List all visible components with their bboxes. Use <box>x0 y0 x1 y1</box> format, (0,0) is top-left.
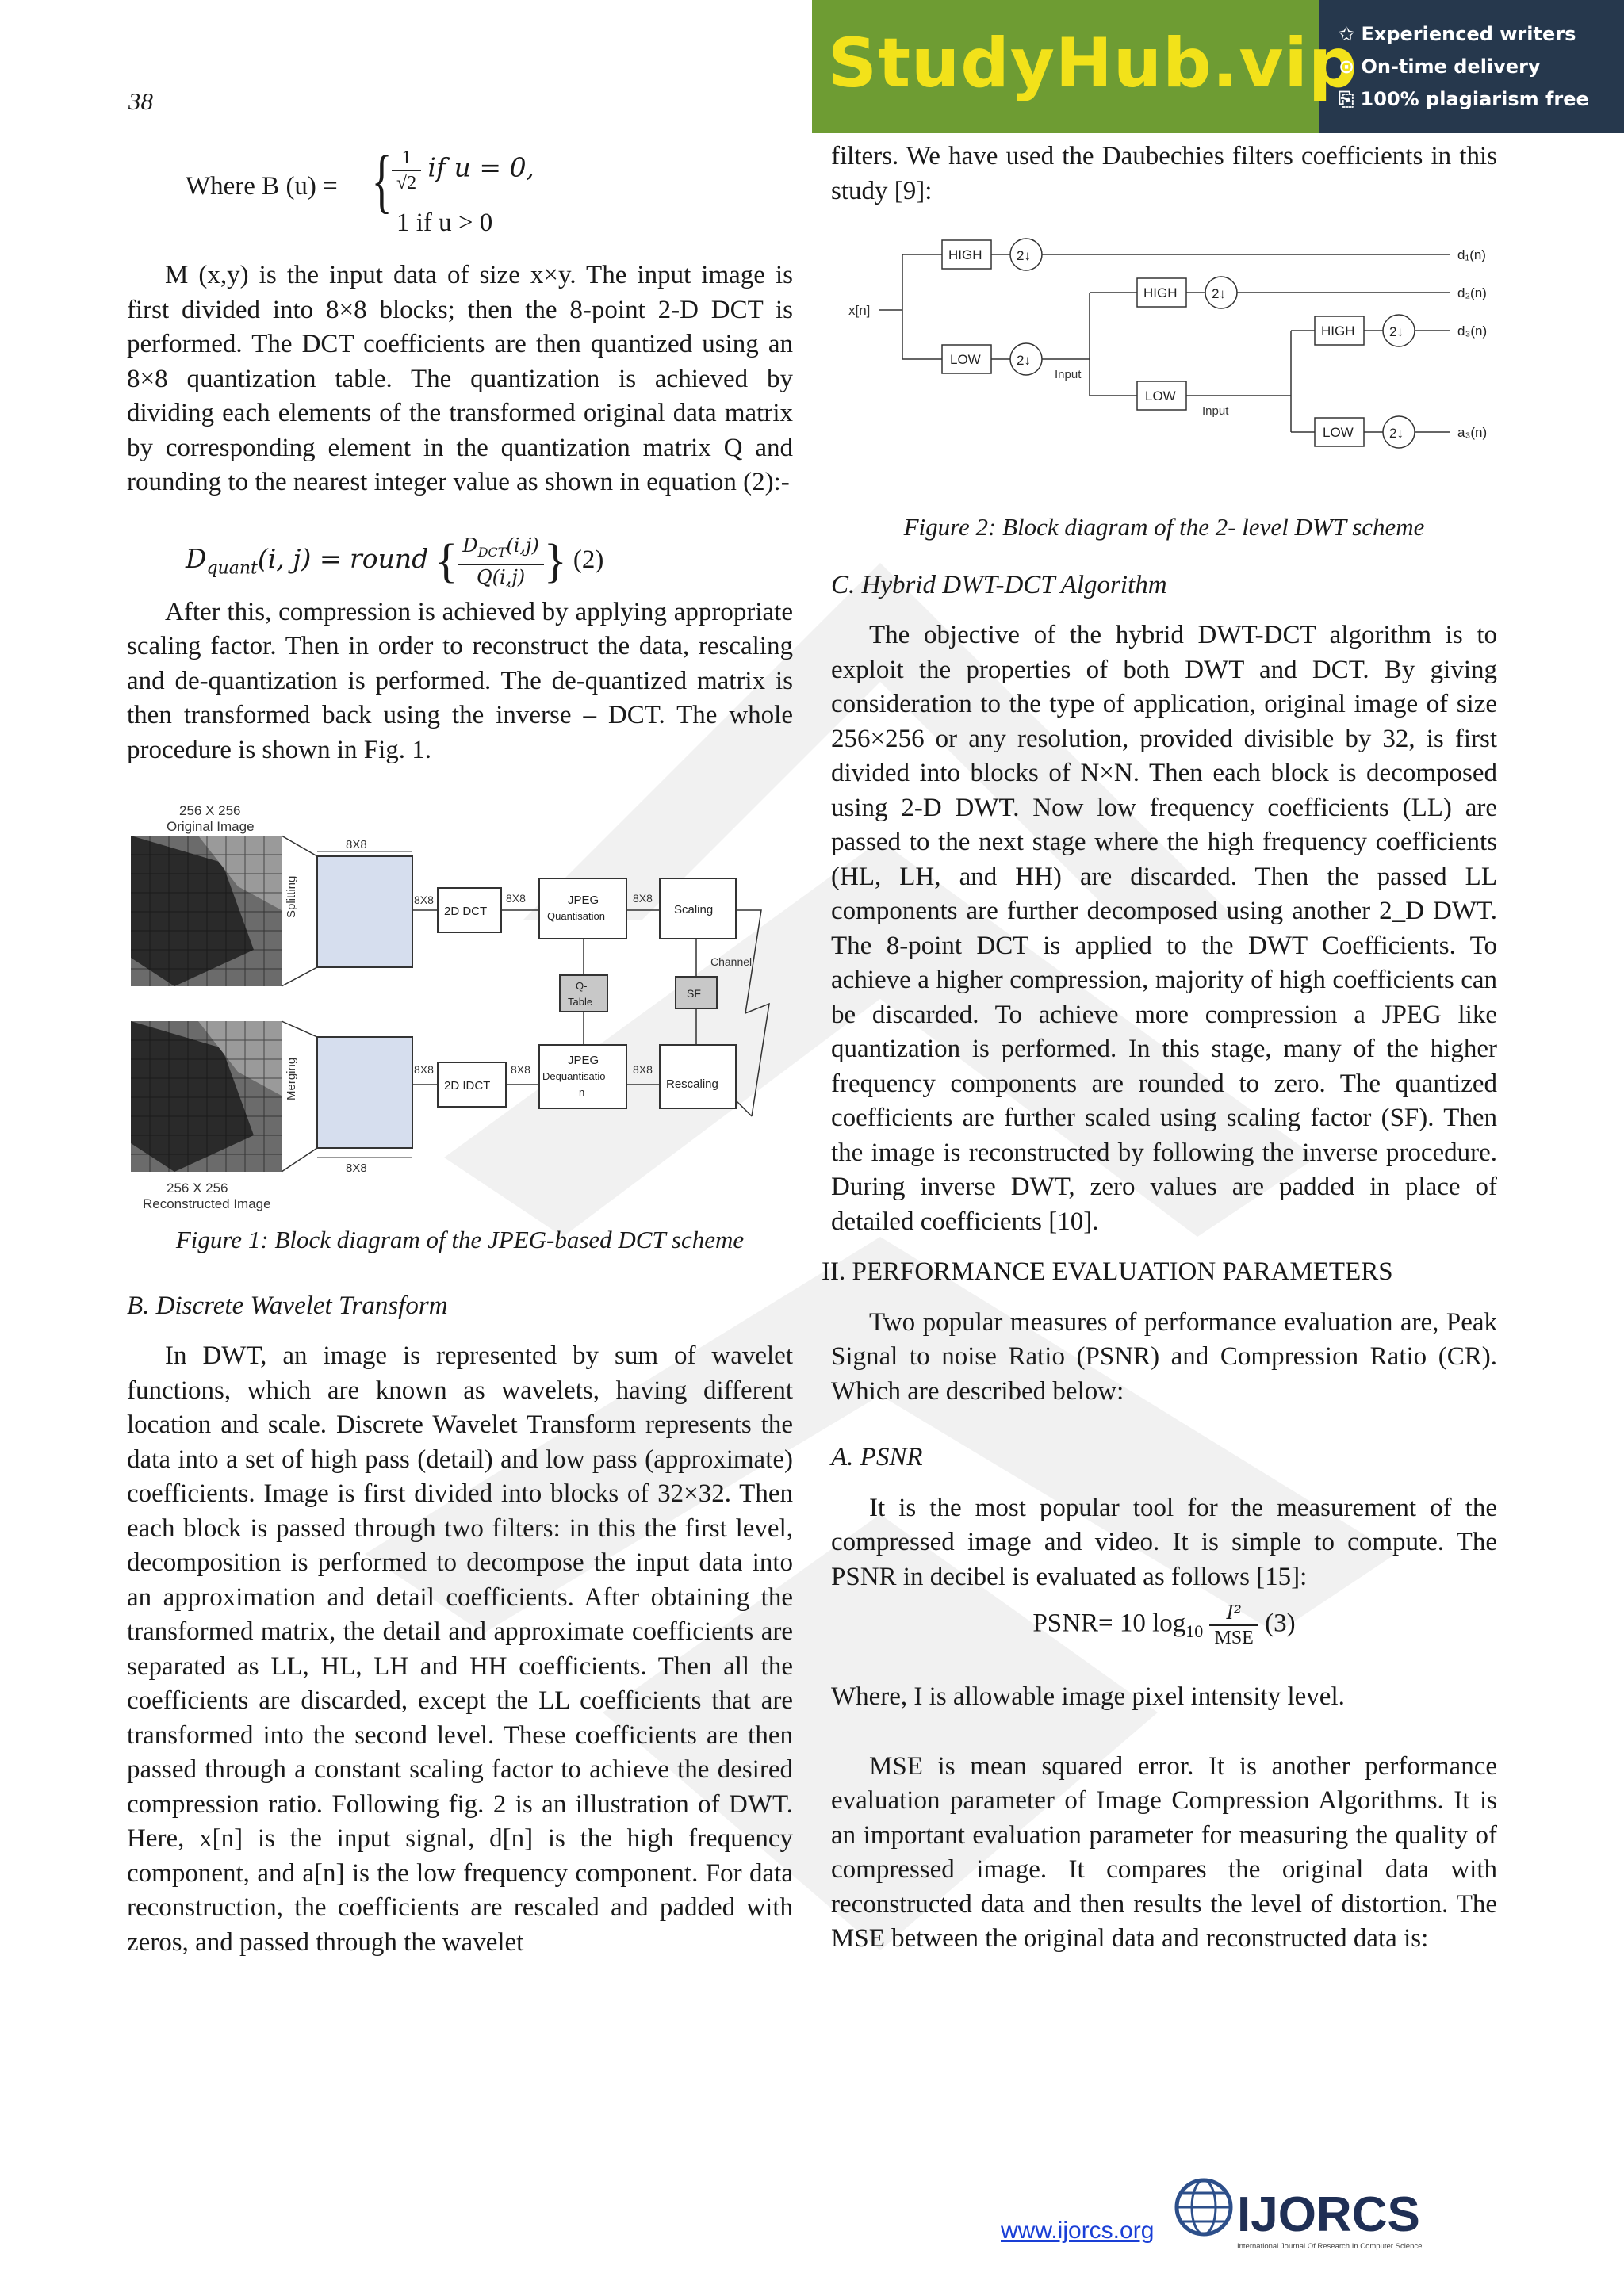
svg-text:JPEG: JPEG <box>568 894 599 907</box>
feature-experienced-writers: ✩ Experienced writers <box>1339 23 1576 45</box>
figure-1-caption: Figure 1: Block diagram of the JPEG-based DCT scheme <box>175 1226 745 1253</box>
fig1-rescaling <box>660 1045 736 1108</box>
equation-3 <box>831 1594 1497 1680</box>
svg-text:2↓: 2↓ <box>1389 324 1404 339</box>
fig1-8x8-top: 8X8 <box>346 838 367 851</box>
equation-1-case-1-condition: if u = 0, <box>427 151 535 183</box>
svg-text:SF: SF <box>687 987 701 1000</box>
fig1-jpeg-quantisation <box>539 878 626 939</box>
svg-text:Quantisation: Quantisation <box>547 910 605 922</box>
svg-text:8X8: 8X8 <box>633 1063 653 1076</box>
svg-text:2↓: 2↓ <box>1017 353 1031 368</box>
svg-text:8X8: 8X8 <box>414 1063 434 1076</box>
right-column <box>822 140 1497 1957</box>
svg-text:8X8: 8X8 <box>511 1063 530 1076</box>
equation-1-case-2: 1 if u > 0 <box>396 209 493 237</box>
globe-icon <box>1177 2180 1231 2234</box>
equation-2-numerator: $D_{DCT}(i,j)$ <box>458 534 543 566</box>
svg-text:Scaling: Scaling <box>674 903 714 916</box>
equation-2-lhs: D <box>186 542 207 574</box>
equation-1-brace: { <box>371 142 393 220</box>
paragraph-filters: filters. We have used the Daubechies filters coefficients in this study [9]: <box>831 142 1497 205</box>
svg-text:HIGH: HIGH <box>1321 323 1355 339</box>
svg-text:JPEG: JPEG <box>568 1054 599 1067</box>
svg-text:8X8: 8X8 <box>346 1161 367 1175</box>
paragraph-where-i: Where, I is allowable image pixel intensity level. <box>831 1682 1345 1711</box>
svg-text:2D IDCT: 2D IDCT <box>444 1079 491 1093</box>
equation-2-brace-close: } <box>543 534 567 587</box>
section-b-heading: B. Discrete Wavelet Transform <box>127 1291 448 1320</box>
svg-text:HIGH: HIGH <box>948 247 982 262</box>
section-ii-heading: II. PERFORMANCE EVALUATION PARAMETERS <box>822 1257 1393 1286</box>
page-number: 38 <box>128 87 153 115</box>
ijorcs-tagline: International Journal Of Research In Computer Science <box>1237 2242 1423 2251</box>
equation-2 <box>127 508 793 591</box>
svg-text:LOW: LOW <box>950 352 981 367</box>
equation-2-args: (i, j) = round <box>257 542 429 574</box>
fig2-d1: d₁(n) <box>1457 247 1486 262</box>
fig2-d3: d₃(n) <box>1457 323 1488 339</box>
equation-1-label: Where B (u) = <box>186 172 338 201</box>
fig1-splitting: Splitting <box>285 875 298 918</box>
equation-3-numerator: I² <box>1209 1601 1258 1626</box>
paragraph-performance: Two popular measures of performance evaluation are, Peak Signal to noise Ratio (PSNR) and Compression Ratio (CR). Which are described below: <box>831 1307 1497 1406</box>
svg-text:Rescaling: Rescaling <box>666 1077 718 1091</box>
fig1-original-label: Original Image <box>167 819 255 834</box>
paragraph-dwt: In DWT, an image is represented by sum of wavelet functions, which are known as wavelets, having different location and scale. Discrete Wavelet Transform represents the data into a set of high pass (detail) and low pass (approximate) coefficients. Image is first divided into blocks of 32×32. Then each block is passed through two filters: in this the first level, decomposition is performed to decompose the input data into an approximation and detail coefficients. After obtaining the transformed matrix, the detail and approximate coefficients are separated as LL, HL, LH and HH coefficients. Then all the coefficients are discarded, except the LL coefficients that are transformed into the second level. These coefficients are then passed through a constant scaling factor to achieve the desired compression ratio. Following fig. 2 is an illustration of DWT. Here, x[n] is the input signal, d[n] is the high frequency component, and a[n] is the low frequency component. For data reconstruction, the coefficients are rescaled and padded with zeros, and passed through the wavelet <box>127 1341 793 1957</box>
svg-text:LOW: LOW <box>1323 425 1354 440</box>
equation-2-denominator: Q(i,j) <box>477 566 526 589</box>
equation-2-brace-open: { <box>435 534 458 587</box>
svg-text:Input: Input <box>1202 404 1229 418</box>
equation-3-lhs: PSNR= 10 log <box>1032 1609 1186 1638</box>
fig1-recon-label: Reconstructed Image <box>143 1196 271 1211</box>
svg-text:Table: Table <box>568 996 593 1008</box>
fig1-channel: Channel <box>710 955 753 968</box>
paragraph-scaling: After this, compression is achieved by applying appropriate scaling factor. Then in order to reconstruct the data, rescaling and de-quantization is performed. The de-quantized matrix is then transformed back using the inverse – DCT. The whole procedure is shown in Fig. 1. <box>127 597 793 764</box>
equation-1-case-1: $\frac{1}{√2}$ if u = 0, <box>392 146 534 195</box>
equation-3-denominator: MSE <box>1214 1628 1254 1648</box>
svg-text:8X8: 8X8 <box>506 892 526 905</box>
svg-text:8X8: 8X8 <box>414 894 434 906</box>
fig1-reconstructed-image <box>131 1021 282 1172</box>
svg-text:HIGH: HIGH <box>1143 285 1178 300</box>
section-a-heading: A. PSNR <box>831 1443 923 1471</box>
svg-text:2↓: 2↓ <box>1389 426 1404 441</box>
paragraph-psnr: It is the most popular tool for the measurement of the compressed image and video. It is simple to compute. The PSNR in decibel is evaluated as follows [15]: <box>831 1493 1497 1591</box>
figure-2-caption: Figure 2: Block diagram of the 2- level DWT scheme <box>903 513 1425 541</box>
paragraph-dct-quantization: M (x,y) is the input data of size x×y. The input image is first divided into 8×8 blocks; then the 8-point 2-D DCT is performed. The DCT coefficients are then quantized using an 8×8 quantization table. The quantization is achieved by dividing each elements of the transformed original data matrix by corresponding element in the quantization matrix Q and rounding to the nearest integer value as shown in equation (2):- <box>127 261 793 496</box>
studyhub-logo[interactable]: StudyHub.vip <box>828 24 1358 103</box>
fig1-original-image <box>131 836 282 986</box>
svg-text:2↓: 2↓ <box>1017 248 1031 263</box>
fig1-original-size: 256 X 256 <box>179 803 241 818</box>
fig1-block-merge <box>317 1037 412 1148</box>
equation-2-sub: quant <box>206 558 258 579</box>
feature-on-time-delivery: ⊙ On-time delivery <box>1339 55 1541 78</box>
left-column <box>127 140 793 1960</box>
svg-text:Q-: Q- <box>576 980 588 992</box>
fig1-recon-size: 256 X 256 <box>167 1181 228 1196</box>
equation-1 <box>127 140 793 237</box>
figure-2-dwt-diagram <box>831 232 1497 454</box>
svg-text:8X8: 8X8 <box>633 892 653 905</box>
svg-text:Input: Input <box>1055 368 1082 381</box>
fig2-d2: d₂(n) <box>1457 285 1487 300</box>
studyhub-banner[interactable] <box>812 0 1624 133</box>
equation-2-number: (2) <box>573 545 604 574</box>
svg-text:LOW: LOW <box>1145 388 1176 404</box>
equation-3-sub: 10 <box>1185 1621 1204 1642</box>
section-c-heading: C. Hybrid DWT-DCT Algorithm <box>831 570 1167 599</box>
feature-plagiarism-free: ⎘ 100% plagiarism free <box>1339 88 1589 110</box>
figure-1-jpeg-dct-diagram <box>127 799 793 1211</box>
svg-text:n: n <box>579 1086 585 1098</box>
paragraph-mse: MSE is mean squared error. It is another performance evaluation parameter of Image Compression Algorithms. It is an important evaluation parameter for measuring the quality of compressed image. It compares the original data with reconstructed data and then results the level of distortion. The MSE between the original data and reconstructed data is: <box>831 1751 1497 1953</box>
svg-text:Dequantisatio: Dequantisatio <box>542 1070 606 1082</box>
fig1-block-split <box>317 856 412 967</box>
ijorcs-logo[interactable] <box>1158 2169 1491 2256</box>
fig2-x-input: x[n] <box>848 303 871 318</box>
svg-text:2↓: 2↓ <box>1212 286 1226 301</box>
paragraph-hybrid: The objective of the hybrid DWT-DCT algorithm is to exploit the properties of both DWT and DCT. By giving consideration to the type of application, original image of size 256×256 or any resolution, provided divisible by 32, is first divided into blocks of N×N. Then each block is decomposed using 2-D DWT. Now low frequency coefficients (LL) are passed to the next stage where the high frequency coefficients (HL, LH, and HH) are discarded. Then the passed LL components are further decomposed using another 2_D DWT. The 8-point DCT is applied to the DWT Coefficients. To achieve a higher compression, majority of high coefficients can be discarded. To achieve more compression a JPEG like quantization is performed. In this stage, many of the higher frequency components are rounded to zero. The quantized coefficients are further scaled using scaling factor (SF). Then the image is reconstructed by following the inverse procedure. During inverse DWT, zero values are padded in place of detailed coefficients [10]. <box>831 621 1497 1236</box>
ijorcs-logo-text: IJORCS <box>1237 2187 1420 2242</box>
equation-3-number: (3) <box>1265 1609 1296 1638</box>
fig1-merging: Merging <box>285 1057 298 1100</box>
footer-website-link[interactable]: www.ijorcs.org <box>1001 2218 1155 2244</box>
fig2-a3: a₃(n) <box>1457 425 1488 440</box>
svg-text:2D DCT: 2D DCT <box>444 905 488 918</box>
equation-2-body <box>186 534 603 590</box>
